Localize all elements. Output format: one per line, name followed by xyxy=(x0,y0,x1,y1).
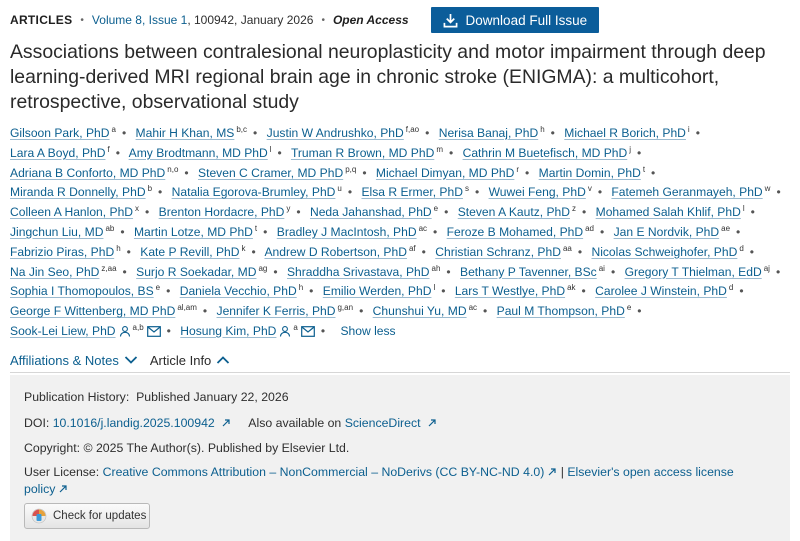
license-row xyxy=(24,464,764,498)
affiliation-superscript[interactable]: e xyxy=(433,204,439,214)
author-separator: • xyxy=(433,224,438,239)
author-name-link[interactable]: Miranda R Donnelly, PhD xyxy=(10,185,146,200)
issue-date: January 2026 xyxy=(240,13,314,27)
author-separator: • xyxy=(483,304,488,319)
author-separator: • xyxy=(320,323,326,338)
open-access-label: Open Access xyxy=(332,13,409,27)
affiliation-superscript[interactable]: al,am xyxy=(177,303,197,313)
section-label: ARTICLES xyxy=(10,13,73,27)
affiliation-superscript[interactable]: s xyxy=(464,184,469,194)
affiliation-superscript[interactable]: w xyxy=(764,184,771,194)
affiliation-superscript[interactable]: i xyxy=(687,125,690,134)
author-name-link[interactable]: Paul M Thompson, PhD xyxy=(496,304,625,319)
affiliation-superscript[interactable]: f,ao xyxy=(405,125,420,134)
separator-dot: • xyxy=(80,14,84,26)
author-item xyxy=(361,185,485,199)
author-name-link[interactable]: Shraddha Srivastava, PhD xyxy=(286,264,430,279)
author-separator: • xyxy=(736,224,741,239)
affiliation-superscript[interactable]: aa xyxy=(562,243,572,253)
affiliation-superscript[interactable]: ai xyxy=(598,263,605,273)
author-item xyxy=(497,304,648,318)
author-item xyxy=(564,126,706,140)
author-name-link[interactable]: Brenton Hordacre, PhD xyxy=(158,205,285,220)
author-separator: • xyxy=(202,304,208,319)
author-item xyxy=(595,284,749,298)
author-separator: • xyxy=(577,244,583,259)
author-name-link[interactable]: Elsa R Ermer, PhD xyxy=(361,185,463,200)
author-separator: • xyxy=(597,185,603,200)
author-item xyxy=(310,205,454,219)
affiliation-superscript[interactable]: ae xyxy=(721,223,731,233)
author-item xyxy=(460,265,621,279)
author-item xyxy=(140,245,262,259)
affiliation-superscript[interactable]: n,o xyxy=(167,164,179,174)
author-item xyxy=(129,146,288,160)
article-info-panel xyxy=(10,375,790,541)
author-item xyxy=(267,126,436,140)
author-name-link[interactable]: Christian Schranz, PhD xyxy=(435,244,561,259)
author-item xyxy=(136,265,283,279)
affiliation-superscript[interactable]: ab xyxy=(105,223,115,233)
author-separator: • xyxy=(600,224,605,239)
chevron-up-icon xyxy=(216,355,230,365)
author-item xyxy=(435,245,588,259)
author-separator: • xyxy=(637,145,642,160)
sciencedirect-link[interactable]: ScienceDirect xyxy=(344,416,421,430)
author-item xyxy=(10,146,126,160)
author-name-link[interactable]: Surjo R Soekadar, MD xyxy=(136,264,257,279)
affiliation-superscript[interactable]: d xyxy=(728,283,734,293)
author-separator: • xyxy=(446,264,451,279)
doi-link[interactable]: 10.1016/j.landig.2025.100942 xyxy=(52,416,215,430)
download-icon xyxy=(443,13,458,28)
author-name-link[interactable]: Carolee J Winstein, PhD xyxy=(595,284,727,299)
tab-affiliations-notes[interactable] xyxy=(10,350,138,370)
affiliation-superscript[interactable]: a xyxy=(293,322,298,332)
author-separator: • xyxy=(444,205,449,220)
author-separator: • xyxy=(166,323,171,338)
author-item xyxy=(10,245,137,259)
info-tabs xyxy=(10,350,242,370)
author-name-link[interactable]: Na Jin Seo, PhD xyxy=(10,264,100,279)
author-name-link[interactable]: George F Wittenberg, MD PhD xyxy=(10,304,176,319)
author-name-link[interactable]: Mohamed Salah Khlif, PhD xyxy=(595,205,741,220)
separator-dot: • xyxy=(321,14,325,26)
author-name-link[interactable]: Jingchun Liu, MD xyxy=(10,224,104,239)
author-item xyxy=(277,225,444,239)
author-name-link[interactable]: Martin Domin, PhD xyxy=(538,165,641,180)
license-label: User License: xyxy=(24,465,100,479)
author-item xyxy=(458,205,593,219)
author-separator: • xyxy=(651,165,656,180)
author-separator: • xyxy=(122,264,127,279)
author-name-link[interactable]: Adriana B Conforto, MD PhD xyxy=(10,165,166,180)
author-item xyxy=(159,205,307,219)
author-name-link[interactable]: Justin W Andrushko, PhD xyxy=(266,126,404,140)
author-name-link[interactable]: Amy Brodtmann, MD PhD xyxy=(128,145,268,160)
author-name-link[interactable]: Steven C Cramer, MD PhD xyxy=(198,165,344,180)
author-name-link[interactable]: Michael Dimyan, MD PhD xyxy=(375,165,515,180)
author-separator: • xyxy=(296,205,301,220)
affiliation-superscript[interactable]: a,b xyxy=(132,322,144,332)
license-separator: | xyxy=(560,465,564,479)
author-item xyxy=(10,265,133,279)
show-less-link[interactable]: Show less xyxy=(340,323,396,338)
crossmark-icon xyxy=(31,508,47,524)
tab-label: Affiliations & Notes xyxy=(10,352,119,368)
comma: , xyxy=(187,13,194,27)
author-name-link[interactable]: Lars T Westlye, PhD xyxy=(454,284,566,299)
author-item xyxy=(217,304,370,318)
author-name-link[interactable]: Emilio Werden, PhD xyxy=(322,284,432,299)
author-separator: • xyxy=(525,165,530,180)
author-separator: • xyxy=(582,205,587,220)
author-name-link[interactable]: Bethany P Tavenner, BSc xyxy=(460,264,597,279)
author-item xyxy=(625,265,787,279)
external-link-icon xyxy=(547,467,557,477)
author-item xyxy=(198,166,373,180)
author-separator: • xyxy=(739,284,744,299)
author-item xyxy=(10,284,176,298)
author-name-link[interactable]: Nicolas Schweighofer, PhD xyxy=(591,244,738,259)
affiliation-superscript[interactable]: u xyxy=(337,184,342,194)
author-separator: • xyxy=(421,244,426,259)
author-separator: • xyxy=(425,126,430,140)
corresponding-author-icon[interactable] xyxy=(279,324,291,344)
author-separator: • xyxy=(550,126,555,140)
author-item xyxy=(10,185,168,199)
author-list xyxy=(10,124,790,344)
author-separator: • xyxy=(309,284,314,299)
author-item xyxy=(10,304,213,318)
author-separator: • xyxy=(115,145,120,160)
author-name-link[interactable]: Truman R Brown, MD PhD xyxy=(290,145,435,160)
author-separator: • xyxy=(251,244,256,259)
author-item xyxy=(591,245,760,259)
author-separator: • xyxy=(158,185,163,200)
external-link-icon xyxy=(427,418,437,428)
download-label: Download Full Issue xyxy=(465,12,588,28)
author-name-link[interactable]: Lara A Boyd, PhD xyxy=(10,145,106,160)
author-separator: • xyxy=(263,224,268,239)
affiliation-superscript[interactable]: a xyxy=(111,125,116,134)
external-link-icon xyxy=(58,484,68,494)
doi-row xyxy=(24,416,437,430)
article-title: Associations between contralesional neuroplasticity and motor impairment through deep learning-derived MRI regional brain age in chronic stroke (ENIGMA): a multicohort, retrospective, observational study xyxy=(10,41,766,113)
author-item xyxy=(614,225,747,239)
oa-policy-link[interactable]: Elsevier's open access license policy xyxy=(24,465,734,496)
author-separator: • xyxy=(474,185,480,200)
author-item xyxy=(10,166,195,180)
author-item xyxy=(172,185,358,199)
author-name-link[interactable]: Bradley J MacIntosh, PhD xyxy=(276,224,417,239)
affiliation-superscript[interactable]: t xyxy=(254,223,258,233)
tab-label: Article Info xyxy=(149,352,212,368)
affiliation-superscript[interactable]: g,an xyxy=(337,303,354,313)
affiliation-superscript[interactable]: j xyxy=(629,144,632,154)
author-separator: • xyxy=(695,126,700,140)
download-full-issue-button[interactable] xyxy=(431,7,600,33)
author-item xyxy=(287,265,457,279)
affiliation-superscript[interactable]: p,q xyxy=(345,164,357,174)
author-separator: • xyxy=(750,205,755,220)
author-name-link[interactable]: Gregory T Thielman, EdD xyxy=(624,264,762,279)
doi-label: DOI: xyxy=(24,416,50,430)
author-separator: • xyxy=(749,244,755,259)
affiliation-superscript[interactable]: r xyxy=(516,164,520,174)
affiliation-superscript[interactable]: t xyxy=(642,164,646,174)
author-item xyxy=(136,126,264,140)
corresponding-author-icon[interactable] xyxy=(119,324,131,344)
article-number: 100942 xyxy=(193,13,235,27)
affiliation-superscript[interactable]: x xyxy=(135,204,140,214)
author-item xyxy=(596,205,761,219)
author-name-link[interactable]: Hosung Kim, PhD xyxy=(180,323,277,338)
affiliation-superscript[interactable]: d xyxy=(739,243,744,253)
author-item xyxy=(291,146,459,160)
author-item xyxy=(489,185,608,199)
author-separator: • xyxy=(126,244,131,259)
author-name-link[interactable]: Kate P Revill, PhD xyxy=(140,244,240,259)
history-label: Publication History: xyxy=(24,390,130,404)
author-separator: • xyxy=(359,304,364,319)
author-separator: • xyxy=(273,264,278,279)
author-item xyxy=(455,284,592,298)
email-icon[interactable] xyxy=(301,324,315,344)
author-separator: • xyxy=(184,165,189,180)
author-name-link[interactable]: Colleen A Hanlon, PhD xyxy=(10,205,134,220)
author-name-link[interactable]: Jennifer K Ferris, PhD xyxy=(216,304,336,319)
affiliation-superscript[interactable]: b,c xyxy=(236,125,248,134)
email-icon[interactable] xyxy=(147,324,161,344)
author-item xyxy=(10,324,177,338)
affiliation-superscript[interactable]: f xyxy=(107,144,110,154)
author-name-link[interactable]: Gilsoon Park, PhD xyxy=(10,126,110,140)
check-for-updates-button[interactable] xyxy=(24,503,150,529)
check-for-updates-label: Check for updates xyxy=(53,510,147,522)
author-item xyxy=(180,284,320,298)
author-name-link[interactable]: Cathrin M Buetefisch, MD PhD xyxy=(462,145,628,160)
affiliation-superscript[interactable]: af xyxy=(408,243,416,253)
affiliation-superscript[interactable]: ac xyxy=(468,303,478,313)
author-item xyxy=(134,225,273,239)
affiliation-superscript[interactable]: ac xyxy=(418,223,428,233)
affiliation-superscript[interactable]: k xyxy=(241,243,246,253)
author-separator: • xyxy=(581,284,586,299)
publication-history xyxy=(24,390,289,404)
author-name-link[interactable]: Chunshui Yu, MD xyxy=(372,304,467,319)
author-name-link[interactable]: Martin Lotze, MD PhD xyxy=(133,224,253,239)
volume-link[interactable]: Volume 8, Issue 1 xyxy=(91,13,188,27)
comma: , xyxy=(234,13,241,27)
author-separator: • xyxy=(277,145,282,160)
affiliation-superscript[interactable]: e xyxy=(155,283,161,293)
author-separator: • xyxy=(145,205,150,220)
author-item xyxy=(264,245,431,259)
author-item xyxy=(463,146,648,160)
author-item xyxy=(447,225,611,239)
copyright-row: Copyright: © 2025 The Author(s). Published by Elsevier Ltd. xyxy=(24,441,350,455)
author-name-link[interactable]: Michael R Borich, PhD xyxy=(564,126,686,140)
author-separator: • xyxy=(441,284,446,299)
author-separator: • xyxy=(362,165,367,180)
author-separator: • xyxy=(637,304,642,319)
author-separator: • xyxy=(448,145,454,160)
author-name-link[interactable]: Sook-Lei Liew, PhD xyxy=(10,323,116,338)
affiliation-superscript[interactable]: l xyxy=(433,283,436,293)
author-separator: • xyxy=(121,126,127,140)
affiliation-superscript[interactable]: e xyxy=(626,303,632,313)
author-item xyxy=(539,166,662,180)
affiliation-superscript[interactable]: ad xyxy=(585,223,594,233)
author-name-link[interactable]: Nerisa Banaj, PhD xyxy=(438,126,539,140)
affiliation-superscript[interactable]: ak xyxy=(567,283,576,293)
affiliation-superscript[interactable]: aj xyxy=(763,263,770,273)
also-available-label: Also available on xyxy=(248,416,342,430)
history-value: Published January 22, 2026 xyxy=(136,390,289,404)
affiliation-superscript[interactable]: ah xyxy=(431,263,441,273)
tab-article-info[interactable] xyxy=(150,350,230,370)
affiliation-superscript[interactable]: z xyxy=(572,204,577,214)
author-item xyxy=(611,185,786,199)
author-name-link[interactable]: Natalia Egorova-Brumley, PhD xyxy=(171,185,336,200)
affiliation-superscript[interactable]: z,aa xyxy=(101,263,117,273)
author-name-link[interactable]: Fabrizio Piras, PhD xyxy=(10,244,115,259)
author-item xyxy=(376,166,535,180)
affiliation-superscript[interactable]: h xyxy=(298,283,304,293)
affiliation-superscript[interactable]: m xyxy=(436,144,443,154)
author-separator: • xyxy=(253,126,258,140)
author-item xyxy=(10,225,131,239)
affiliation-superscript[interactable]: b xyxy=(147,184,153,194)
external-link-icon xyxy=(221,418,231,428)
author-separator: • xyxy=(610,264,616,279)
author-separator: • xyxy=(166,284,171,299)
author-item xyxy=(323,284,452,298)
author-separator: • xyxy=(776,185,781,200)
affiliation-superscript[interactable]: l xyxy=(742,204,745,214)
author-name-link[interactable]: Feroze B Mohamed, PhD xyxy=(446,224,584,239)
affiliation-superscript[interactable]: y xyxy=(286,204,291,214)
author-name-link[interactable]: Sophia I Thomopoulos, BS xyxy=(10,284,154,299)
author-separator: • xyxy=(347,185,353,200)
author-item xyxy=(439,126,561,140)
license-link[interactable]: Creative Commons Attribution – NonCommercial – NoDerivs (CC BY-NC-ND 4.0) xyxy=(102,465,545,479)
author-item xyxy=(373,304,494,318)
affiliation-superscript[interactable]: h xyxy=(116,243,121,253)
author-item xyxy=(10,126,132,140)
author-name-link[interactable]: Fatemeh Geranmayeh, PhD xyxy=(611,185,763,200)
author-name-link[interactable]: Neda Jahanshad, PhD xyxy=(309,205,432,220)
author-name-link[interactable]: Wuwei Feng, PhD xyxy=(488,185,586,200)
author-name-link[interactable]: Andrew D Robertson, PhD xyxy=(264,244,407,259)
author-item xyxy=(180,324,331,338)
affiliation-superscript[interactable]: l xyxy=(269,144,272,154)
affiliation-superscript[interactable]: h xyxy=(540,125,545,134)
author-name-link[interactable]: Mahir H Khan, MS xyxy=(135,126,235,140)
author-name-link[interactable]: Steven A Kautz, PhD xyxy=(457,205,571,220)
tab-divider xyxy=(10,372,790,373)
author-separator: • xyxy=(120,224,125,239)
author-name-link[interactable]: Jan E Nordvik, PhD xyxy=(613,224,720,239)
author-name-link[interactable]: Daniela Vecchio, PhD xyxy=(179,284,297,299)
author-item xyxy=(10,205,155,219)
affiliation-superscript[interactable]: v xyxy=(587,184,592,194)
article-meta-bar xyxy=(10,6,599,34)
author-separator: • xyxy=(775,264,781,279)
affiliation-superscript[interactable]: ag xyxy=(258,263,268,273)
chevron-down-icon xyxy=(124,355,138,365)
